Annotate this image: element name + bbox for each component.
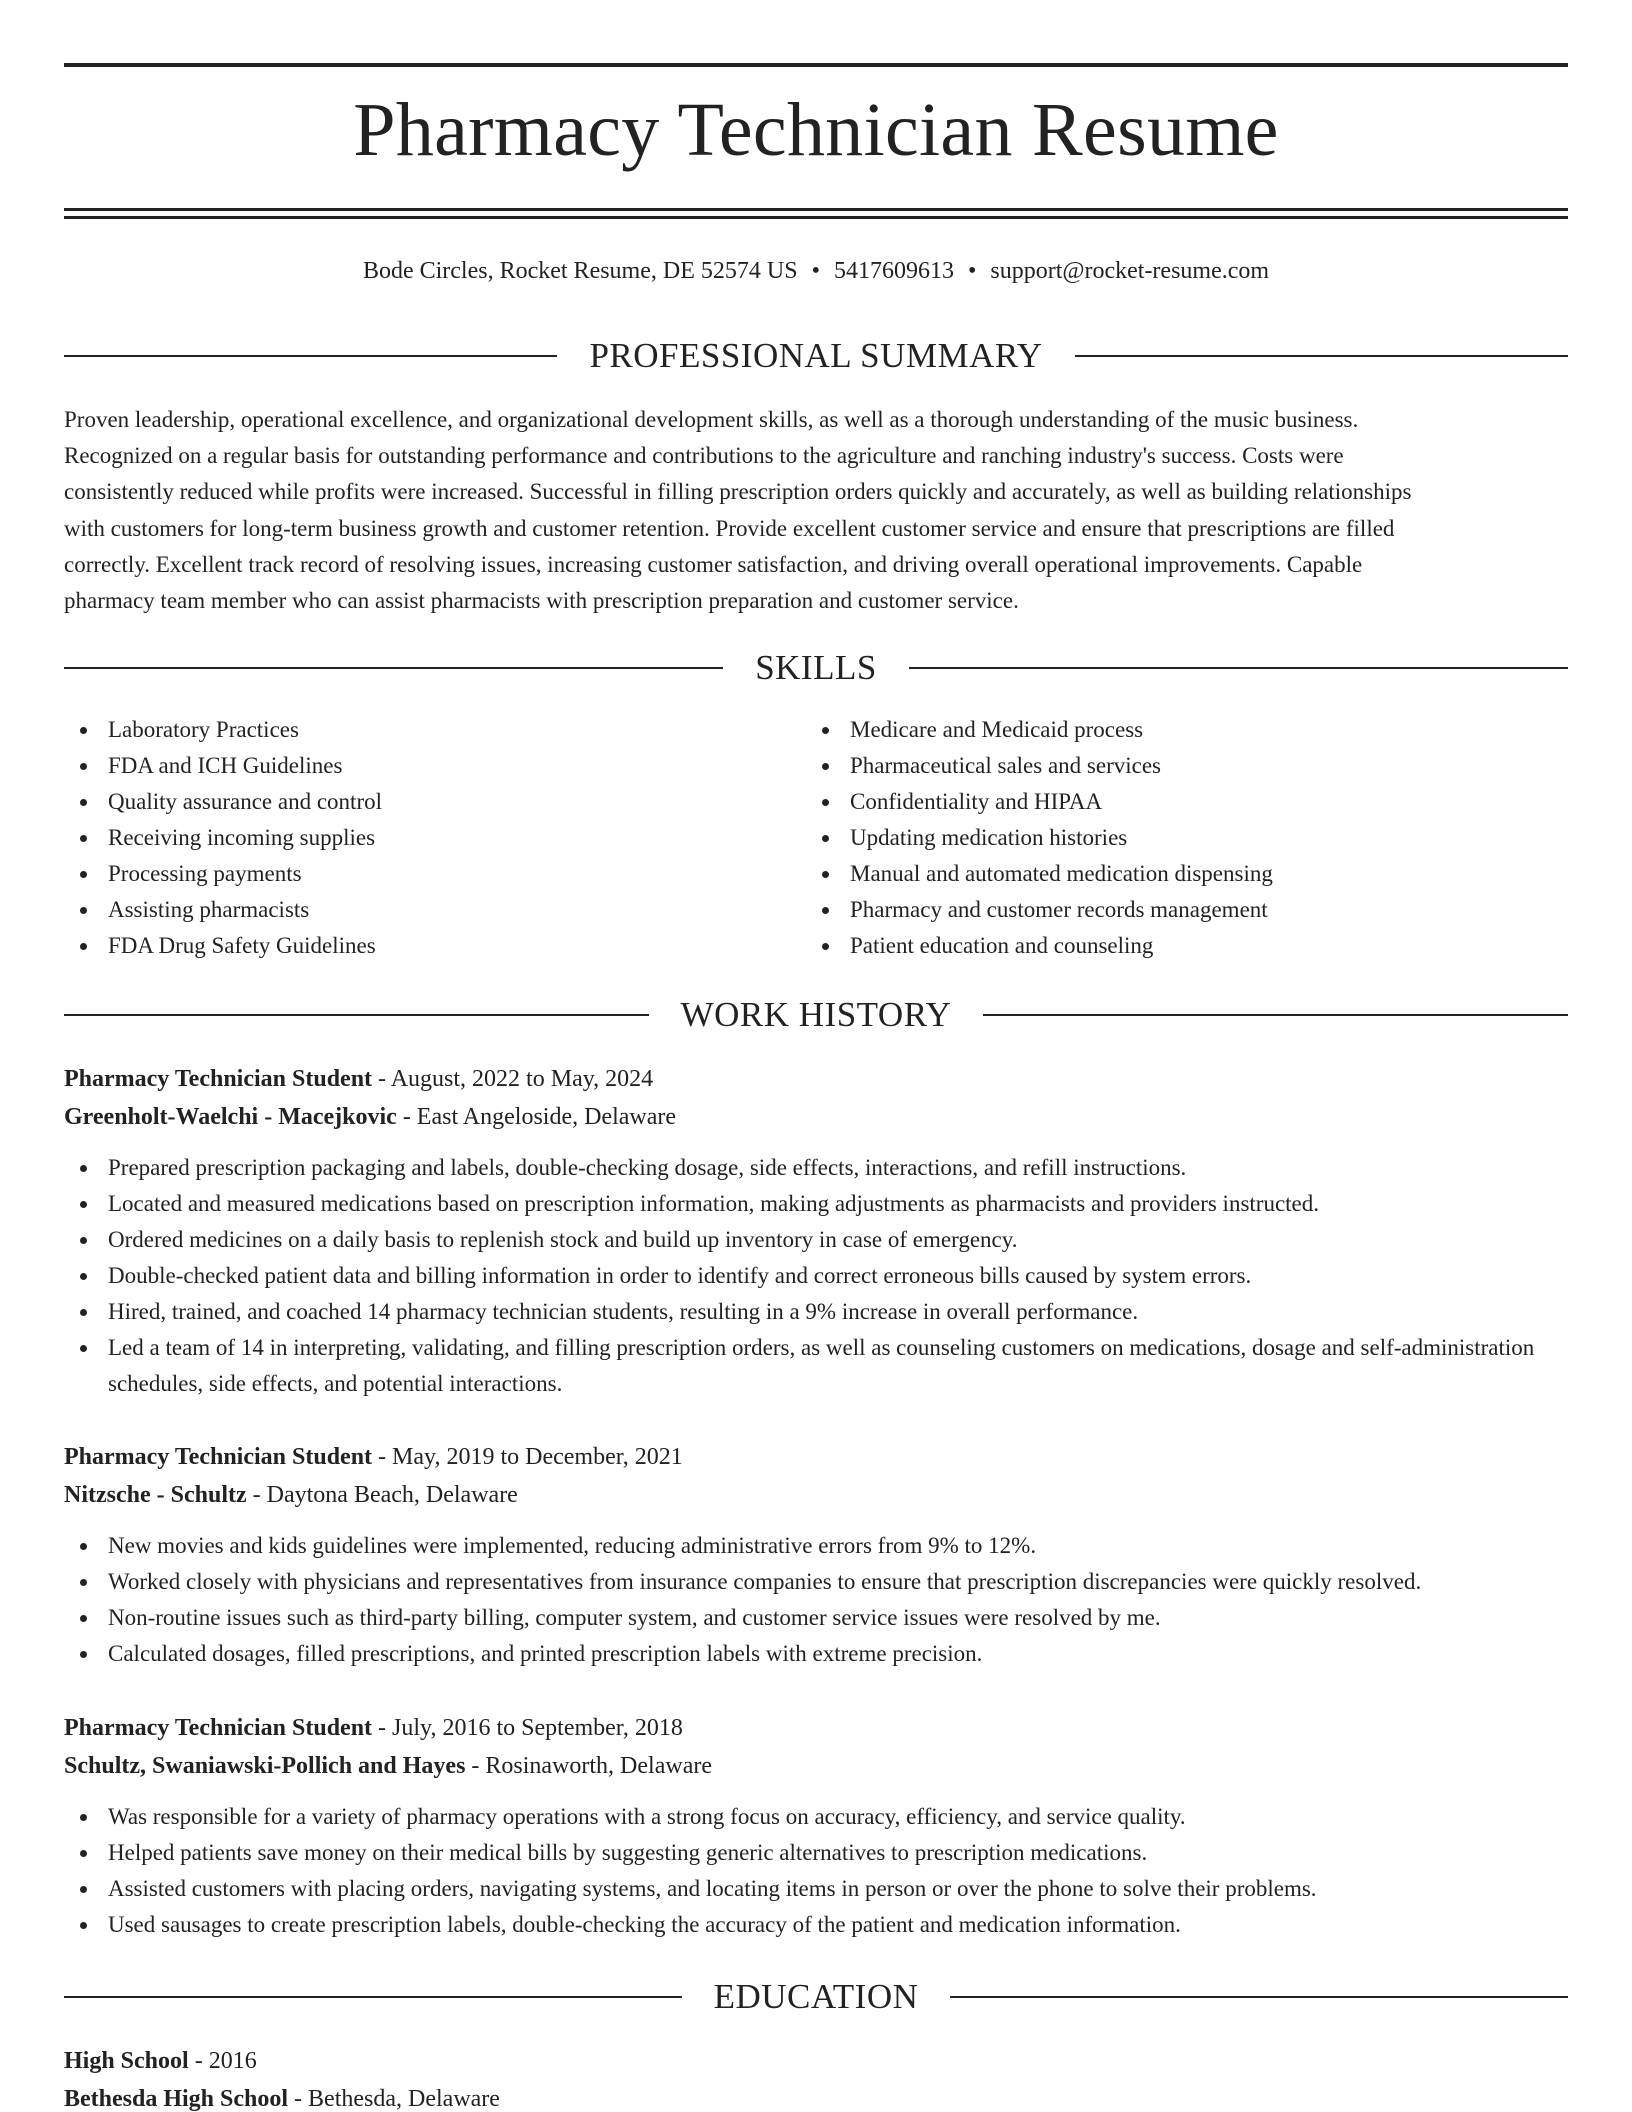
education-location: - Bethesda, Delaware — [288, 2086, 500, 2112]
skill-item: Patient education and counseling — [806, 928, 1548, 964]
contact-separator: • — [967, 258, 977, 284]
job-title: Pharmacy Technician Student — [64, 1444, 373, 1470]
job-bullet: Used sausages to create prescription labels, double-checking the accuracy of the patient and medication information. — [64, 1907, 1568, 1943]
summary-line: Recognized on a regular basis for outstanding performance and contributions to the agriculture and ranching industry's success. Costs were — [64, 443, 1344, 469]
job-bullet: Assisted customers with placing orders, navigating systems, and locating items in person or over the phone to solve their problems. — [64, 1871, 1568, 1907]
summary-line: correctly. Excellent track record of resolving issues, increasing customer satisfaction, and driving overall operational improvements. Capable — [64, 551, 1363, 577]
section-rule-left — [64, 355, 557, 357]
section-rule-right — [983, 1014, 1568, 1016]
education-school: Bethesda High School — [64, 2086, 289, 2112]
title-rule-upper — [64, 208, 1568, 211]
job-heading — [64, 1709, 1568, 1747]
section-rule-right — [950, 1996, 1568, 1998]
education-entry — [64, 2042, 1568, 2112]
skills-column-left — [64, 712, 806, 964]
job-heading — [64, 1060, 1568, 1098]
job-employer-line — [64, 1098, 1568, 1136]
skill-item: Manual and automated medication dispensing — [806, 856, 1548, 892]
section-title-summary: PROFESSIONAL SUMMARY — [589, 336, 1043, 375]
job-bullet: Ordered medicines on a daily basis to replenish stock and build up inventory in case of emergency. — [64, 1222, 1568, 1258]
summary-line: with customers for long-term business growth and customer retention. Provide excellent customer service and ensure that prescriptions are filled — [64, 515, 1395, 541]
job-employer: Nitzsche - Schultz — [64, 1482, 247, 1508]
job-entry — [64, 1709, 1568, 1943]
job-title: Pharmacy Technician Student — [64, 1715, 373, 1741]
job-dates: - May, 2019 to December, 2021 — [372, 1444, 683, 1470]
job-location: - Rosinaworth, Delaware — [465, 1753, 712, 1779]
job-employer: Greenholt-Waelchi - Macejkovic — [64, 1104, 397, 1130]
education-degree: High School — [64, 2048, 189, 2074]
section-header-education — [64, 1977, 1568, 2017]
job-bullet: Worked closely with physicians and representatives from insurance companies to ensure that prescription discrepancies were quickly resolved. — [64, 1564, 1568, 1600]
section-title-education: EDUCATION — [713, 1977, 919, 2016]
job-location: - Daytona Beach, Delaware — [246, 1482, 518, 1508]
skill-item: Quality assurance and control — [64, 784, 806, 820]
job-heading — [64, 1438, 1568, 1476]
job-bullets — [64, 1150, 1568, 1402]
job-dates: - August, 2022 to May, 2024 — [372, 1066, 654, 1092]
section-rule-left — [64, 667, 723, 669]
skill-item: Processing payments — [64, 856, 806, 892]
skill-item: Assisting pharmacists — [64, 892, 806, 928]
job-bullets — [64, 1528, 1568, 1672]
section-title-skills: SKILLS — [755, 648, 877, 687]
section-rule-right — [1075, 355, 1568, 357]
section-rule-right — [909, 667, 1568, 669]
education-heading — [64, 2042, 1568, 2080]
contact-line — [64, 256, 1568, 286]
summary-text — [64, 402, 1568, 619]
section-header-work — [64, 995, 1568, 1035]
resume-title: Pharmacy Technician Resume — [353, 88, 1279, 172]
job-title: Pharmacy Technician Student — [64, 1066, 373, 1092]
job-entry — [64, 1438, 1568, 1672]
skill-item: Receiving incoming supplies — [64, 820, 806, 856]
job-bullet: Located and measured medications based on prescription information, making adjustments as pharmacists and providers instructed. — [64, 1186, 1568, 1222]
job-bullet: Calculated dosages, filled prescriptions, and printed prescription labels with extreme precision. — [64, 1636, 1568, 1672]
skill-item: Laboratory Practices — [64, 712, 806, 748]
contact-phone: 5417609613 — [833, 258, 954, 284]
contact-separator: • — [811, 258, 820, 284]
section-rule-left — [64, 1014, 649, 1016]
skill-item: Pharmaceutical sales and services — [806, 748, 1548, 784]
contact-email: support@rocket-resume.com — [990, 258, 1270, 284]
job-bullet: New movies and kids guidelines were implemented, reducing administrative errors from 9% to 12%. — [64, 1528, 1568, 1564]
summary-line: consistently reduced while profits were increased. Successful in filling prescription orders quickly and accurately, as well as building relationships — [64, 479, 1412, 505]
job-employer-line — [64, 1476, 1568, 1514]
skill-item: Medicare and Medicaid process — [806, 712, 1548, 748]
section-rule-left — [64, 1996, 682, 1998]
job-bullet: Hired, trained, and coached 14 pharmacy technician students, resulting in a 9% increase in overall performance. — [64, 1294, 1568, 1330]
section-title-work: WORK HISTORY — [680, 995, 952, 1034]
job-bullets — [64, 1799, 1568, 1943]
education-school-line — [64, 2080, 1568, 2112]
job-bullet: Helped patients save money on their medical bills by suggesting generic alternatives to prescription medications. — [64, 1835, 1568, 1871]
job-bullet: Prepared prescription packaging and labels, double-checking dosage, side effects, interactions, and refill instructions. — [64, 1150, 1568, 1186]
job-entry — [64, 1060, 1568, 1402]
job-bullet: Led a team of 14 in interpreting, validating, and filling prescription orders, as well as counseling customers on medications, dosage and self-administration schedules, side effects, and potential interactions. — [64, 1330, 1568, 1402]
job-bullet: Non-routine issues such as third-party billing, computer system, and customer service issues were resolved by me. — [64, 1600, 1568, 1636]
skills-list — [64, 712, 1568, 964]
job-dates: - July, 2016 to September, 2018 — [372, 1715, 683, 1741]
education-year: - 2016 — [188, 2048, 257, 2074]
job-employer: Schultz, Swaniawski-Pollich and Hayes — [64, 1753, 466, 1779]
skill-item: Confidentiality and HIPAA — [806, 784, 1548, 820]
section-header-skills — [64, 648, 1568, 688]
skill-item: FDA Drug Safety Guidelines — [64, 928, 806, 964]
job-bullet: Was responsible for a variety of pharmacy operations with a strong focus on accuracy, efficiency, and service quality. — [64, 1799, 1568, 1835]
section-header-summary — [64, 336, 1568, 376]
skills-column-right — [806, 712, 1548, 964]
job-bullet: Double-checked patient data and billing information in order to identify and correct erroneous bills caused by system errors. — [64, 1258, 1568, 1294]
top-rule — [64, 63, 1568, 67]
skill-item: Pharmacy and customer records management — [806, 892, 1548, 928]
job-employer-line — [64, 1747, 1568, 1785]
summary-line: Proven leadership, operational excellence, and organizational development skills, as well as a thorough understanding of the music business. — [64, 407, 1359, 432]
job-location: - East Angeloside, Delaware — [396, 1104, 677, 1130]
summary-line: pharmacy team member who can assist pharmacists with prescription preparation and customer service. — [64, 588, 1019, 614]
skill-item: Updating medication histories — [806, 820, 1548, 856]
title-rule-lower — [64, 216, 1568, 219]
skill-item: FDA and ICH Guidelines — [64, 748, 806, 784]
contact-address: Bode Circles, Rocket Resume, DE 52574 US — [362, 258, 798, 284]
